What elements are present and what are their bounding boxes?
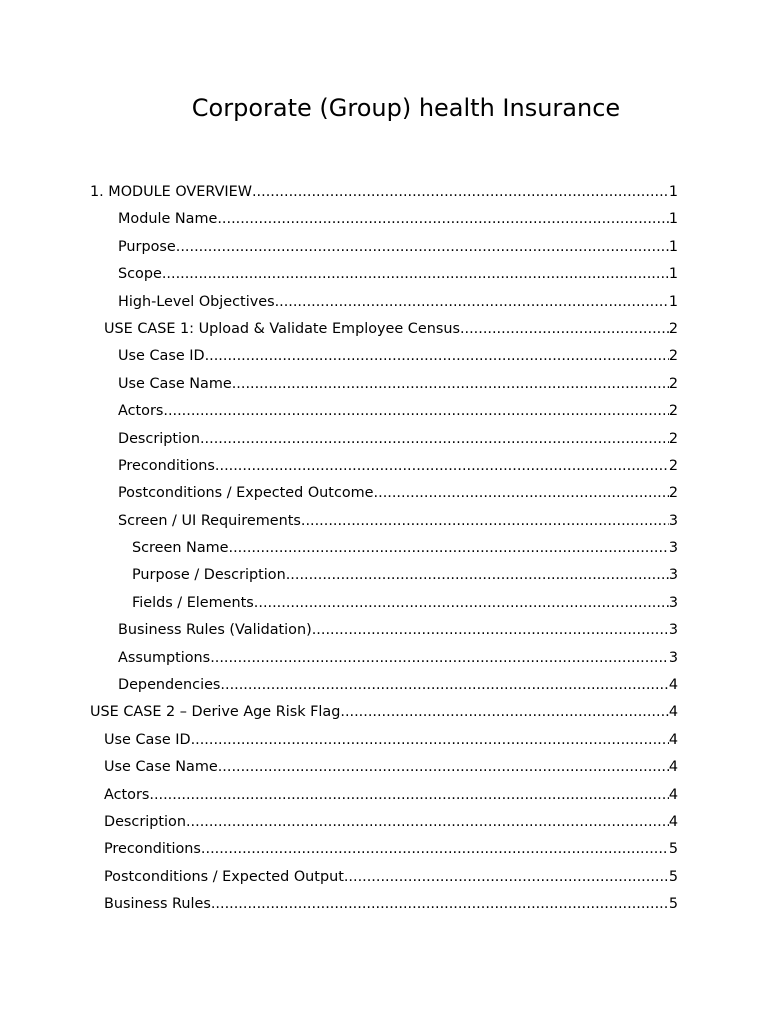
toc-dot-leader xyxy=(286,562,669,589)
toc-dot-leader xyxy=(220,672,668,699)
toc-dot-leader xyxy=(163,398,668,425)
toc-entry-title: Preconditions xyxy=(104,841,201,858)
toc-entry[interactable] xyxy=(90,480,678,507)
toc-entry-title: Screen Name xyxy=(132,540,229,557)
toc-page-number: 4 xyxy=(668,813,678,830)
toc-page-number: 2 xyxy=(668,320,678,337)
toc-dot-leader xyxy=(340,699,668,726)
toc-dot-leader xyxy=(275,289,669,316)
toc-entry[interactable] xyxy=(90,836,678,863)
toc-page-number: 2 xyxy=(668,403,678,420)
toc-dot-leader xyxy=(312,617,669,644)
toc-page-number: 5 xyxy=(668,896,678,913)
toc-page-number: 3 xyxy=(668,567,678,584)
toc-entry[interactable] xyxy=(90,864,678,891)
toc-entry-title: 1. MODULE OVERVIEW xyxy=(90,184,252,200)
toc-entry-title: Preconditions xyxy=(118,457,215,474)
toc-entry[interactable] xyxy=(90,426,678,453)
toc-dot-leader xyxy=(229,535,669,562)
toc-entry[interactable] xyxy=(90,891,678,918)
toc-entry[interactable] xyxy=(90,562,678,589)
toc-dot-leader xyxy=(149,782,668,809)
toc-entry-title: Use Case ID xyxy=(118,348,205,365)
toc-page-number: 1 xyxy=(668,238,678,255)
toc-entry-title: Postconditions / Expected Output xyxy=(104,868,344,885)
toc-entry-title: Business Rules (Validation) xyxy=(118,622,312,639)
toc-entry-title: Scope xyxy=(118,266,162,283)
toc-entry-title: Assumptions xyxy=(118,649,211,666)
toc-page-number: 2 xyxy=(668,485,678,502)
toc-page-number: 2 xyxy=(668,430,678,447)
toc-page-number: 4 xyxy=(668,759,678,776)
toc-entry[interactable] xyxy=(90,343,678,370)
toc-entry[interactable] xyxy=(90,672,678,699)
toc-entry-title: Postconditions / Expected Outcome xyxy=(118,485,374,502)
toc-page-number: 1 xyxy=(668,184,678,200)
toc-dot-leader xyxy=(210,645,669,672)
toc-entry-title: Description xyxy=(104,813,186,830)
toc-page-number: 4 xyxy=(668,786,678,803)
toc-dot-leader xyxy=(186,809,669,836)
toc-dot-leader xyxy=(301,508,669,535)
toc-entry[interactable] xyxy=(90,590,678,617)
toc-dot-leader xyxy=(201,836,669,863)
toc-entry-title: Use Case ID xyxy=(104,731,191,748)
toc-entry[interactable] xyxy=(90,727,678,754)
toc-page-number: 5 xyxy=(668,868,678,885)
toc-page-number: 1 xyxy=(668,266,678,283)
toc-entry[interactable] xyxy=(90,398,678,425)
toc-entry[interactable] xyxy=(90,699,678,726)
toc-page-number: 5 xyxy=(668,841,678,858)
table-of-contents xyxy=(90,179,678,919)
toc-entry[interactable] xyxy=(90,453,678,480)
toc-dot-leader xyxy=(218,754,669,781)
toc-entry-title: Screen / UI Requirements xyxy=(118,512,301,529)
toc-dot-leader xyxy=(217,206,668,233)
toc-page-number: 1 xyxy=(668,293,678,310)
toc-dot-leader xyxy=(191,727,669,754)
toc-page-number: 4 xyxy=(668,731,678,748)
toc-entry-title: Purpose xyxy=(118,238,176,255)
toc-entry[interactable] xyxy=(90,617,678,644)
toc-entry[interactable] xyxy=(90,754,678,781)
toc-entry-title: Fields / Elements xyxy=(132,594,254,611)
toc-dot-leader xyxy=(344,864,669,891)
toc-entry-title: USE CASE 2 – Derive Age Risk Flag xyxy=(90,704,341,721)
toc-dot-leader xyxy=(211,891,669,918)
toc-entry-title: Use Case Name xyxy=(104,759,218,776)
toc-entry[interactable] xyxy=(90,645,678,672)
toc-entry-title: Actors xyxy=(104,786,150,803)
toc-dot-leader xyxy=(200,426,669,453)
toc-entry[interactable] xyxy=(90,782,678,809)
toc-entry[interactable] xyxy=(90,508,678,535)
toc-entry-title: Use Case Name xyxy=(118,375,232,392)
toc-entry[interactable] xyxy=(90,261,678,288)
toc-page-number: 3 xyxy=(668,512,678,529)
toc-entry[interactable] xyxy=(90,289,678,316)
toc-dot-leader xyxy=(374,480,669,507)
toc-page-number: 1 xyxy=(668,211,678,228)
toc-dot-leader xyxy=(252,179,669,206)
document-title: Corporate (Group) health Insurance xyxy=(191,94,621,122)
toc-entry-title: Module Name xyxy=(118,211,218,228)
toc-entry[interactable] xyxy=(90,234,678,261)
toc-page-number: 2 xyxy=(668,457,678,474)
toc-dot-leader xyxy=(232,371,669,398)
toc-dot-leader xyxy=(460,316,669,343)
toc-page-number: 2 xyxy=(668,348,678,365)
toc-entry-title: Description xyxy=(118,430,200,447)
toc-entry[interactable] xyxy=(90,535,678,562)
toc-page-number: 3 xyxy=(668,594,678,611)
toc-page-number: 3 xyxy=(668,540,678,557)
toc-page-number: 4 xyxy=(668,704,678,721)
toc-entry[interactable] xyxy=(90,809,678,836)
toc-entry-title: Purpose / Description xyxy=(132,567,286,584)
toc-dot-leader xyxy=(215,453,669,480)
toc-dot-leader xyxy=(254,590,669,617)
toc-entry[interactable] xyxy=(90,316,678,343)
toc-page-number: 2 xyxy=(668,375,678,392)
toc-entry-title: USE CASE 1: Upload & Validate Employee Census xyxy=(104,320,460,337)
toc-dot-leader xyxy=(205,343,669,370)
toc-page-number: 3 xyxy=(668,622,678,639)
toc-entry-title: Dependencies xyxy=(118,677,221,694)
toc-entry-title: High-Level Objectives xyxy=(118,293,275,310)
toc-entry-title: Business Rules xyxy=(104,896,211,913)
toc-dot-leader xyxy=(176,234,669,261)
toc-page-number: 3 xyxy=(668,649,678,666)
toc-entry[interactable] xyxy=(90,371,678,398)
toc-entry[interactable] xyxy=(90,206,678,233)
toc-page-number: 4 xyxy=(668,677,678,694)
toc-entry[interactable] xyxy=(90,179,678,206)
toc-entry-title: Actors xyxy=(118,403,164,420)
toc-dot-leader xyxy=(162,261,669,288)
